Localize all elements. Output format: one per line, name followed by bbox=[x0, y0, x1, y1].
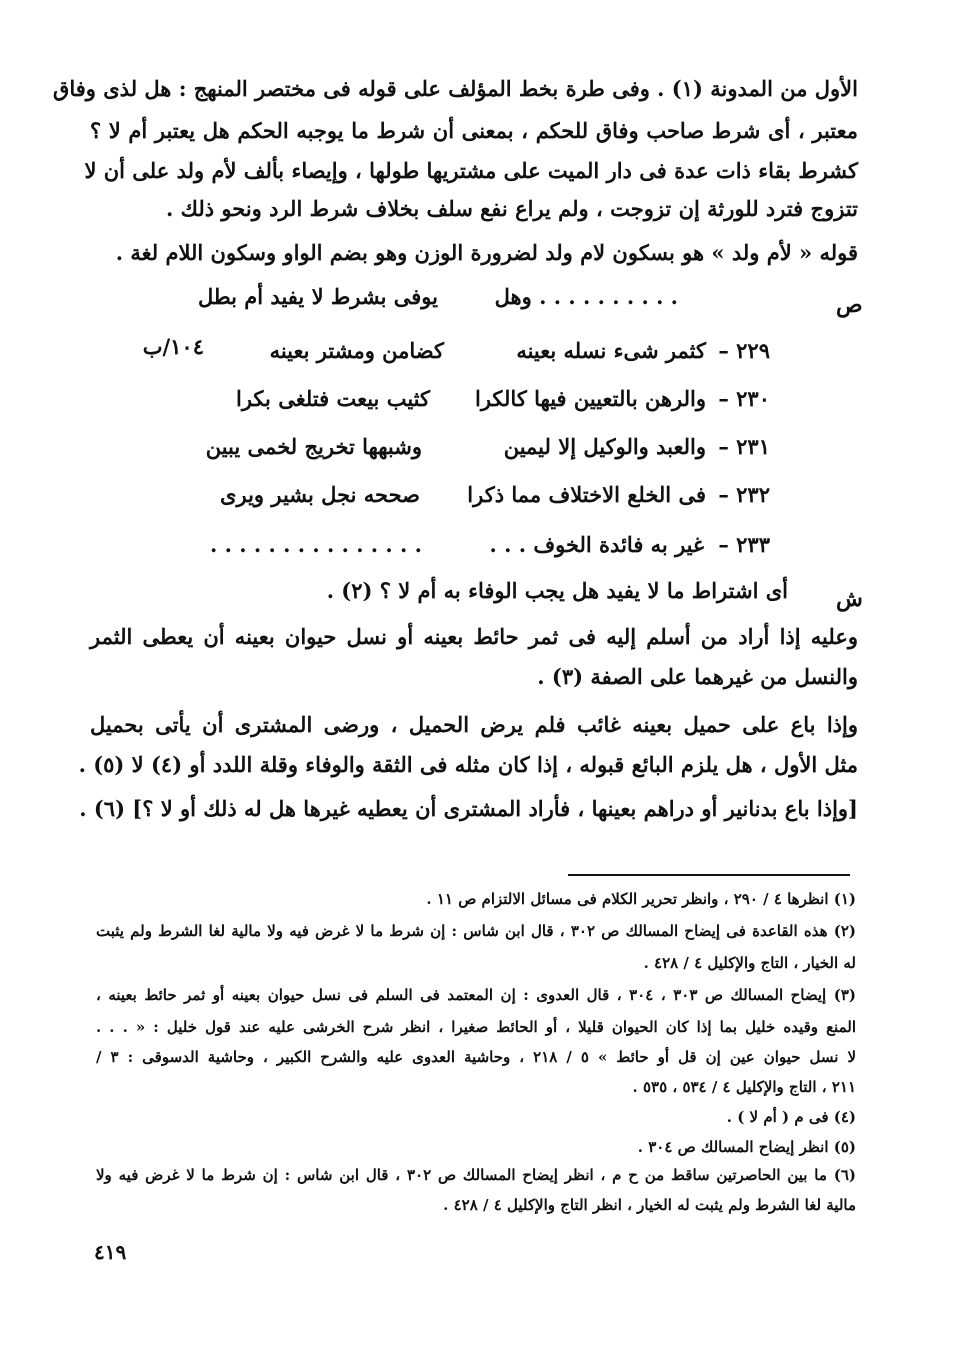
verse-number: ٢٣١ – bbox=[718, 434, 770, 459]
sharh-line3: والنسل من غيرهما على الصفة (٣) . bbox=[537, 664, 858, 689]
verse-first-hemistich: غير به فائدة الخوف . . . bbox=[489, 532, 704, 557]
verse-second-hemistich: . . . . . . . . . . . . . . . bbox=[209, 532, 422, 557]
footnote-separator bbox=[568, 874, 850, 876]
footnote-continuation: المنع وقيده خليل بما إذا كان الحيوان قليلا ، أو الحائط صغيرا ، انظر شرح الخرشى عليه عند قول خليل : « . . . bbox=[96, 1018, 856, 1036]
footnote: (١) انظرها ٤ / ٢٩٠ ، وانظر تحرير الكلام فى مسائل الالتزام ص ١١ . bbox=[426, 890, 856, 908]
sharh-marker: ش bbox=[836, 586, 863, 612]
footnote-continuation: ٢١١ ، التاج والإكليل ٤ / ٥٣٤ ، ٥٣٥ . bbox=[632, 1078, 856, 1096]
para1-line4: تتزوج فترد للورثة إن تزوجت ، ولم يراع نفع سلف بخلاف شرط الرد ونحو ذلك . bbox=[166, 196, 858, 221]
verse-second-hemistich: يوفى بشرط لا يفيد أم بطل bbox=[198, 284, 438, 309]
para2-line: قوله « لأم ولد » هو بسكون لام ولد لضرورة الوزن وهو بضم الواو وسكون اللام لغة . bbox=[115, 240, 858, 265]
sharh-line6: [وإذا باع بدنانير أو دراهم بعينها ، فأراد المشترى أن يعطيه غيرها هل له ذلك أو لا ؟] (٦) . bbox=[79, 796, 858, 821]
sharh-line1: أى اشتراط ما لا يفيد هل يجب الوفاء به أم لا ؟ (٢) . bbox=[326, 578, 788, 603]
verse-number: ٢٢٩ – bbox=[718, 338, 770, 363]
verse-second-hemistich: وشبهها تخريج لخمى يبين bbox=[205, 434, 422, 459]
manuscript-page-ref: ١٠٤/ب bbox=[142, 334, 204, 359]
sharh-line2: وعليه إذا أراد من أسلم إليه فى ثمر حائط بعينه أو نسل حيوان بعينه أن يعطى الثمر bbox=[90, 624, 858, 649]
verse-first-hemistich: فى الخلع الاختلاف مما ذكرا bbox=[467, 482, 706, 507]
footnote: (٤) فى م ( أم لا ) . bbox=[726, 1108, 856, 1126]
verse-first-hemistich: والعبد والوكيل إلا ليمين bbox=[503, 434, 706, 459]
footnote-continuation: لا نسل حيوان عين إن قل أو حائط » ٥ / ٢١٨ ، وحاشية العدوى عليه والشرح الكبير ، وحاشية الدسوقى : ٣ / bbox=[96, 1048, 857, 1066]
para1-line3: كشرط بقاء ذات عدة فى دار الميت على مشتريها طولها ، وإيصاء بألف لأم ولد على أن لا bbox=[84, 158, 858, 183]
footnote-continuation: له الخيار ، التاج والإكليل ٤ / ٤٢٨ . bbox=[643, 954, 856, 972]
verse-number: ٢٣٢ – bbox=[718, 482, 770, 507]
footnote: (٢) هذه القاعدة فى إيضاح المسالك ص ٣٠٢ ، قال ابن شاس : إن شرط ما لا غرض فيه ولا مالية لغا الشرط ولم يثبت bbox=[96, 922, 857, 940]
para1-line2: معتبر ، أى شرط صاحب وفاق للحكم ، بمعنى أن شرط ما يوجبه الحكم هل يعتبر أم لا ؟ bbox=[90, 118, 858, 143]
verse-number: ٢٣٠ – bbox=[718, 386, 770, 411]
sharh-line5: مثل الأول ، هل يلزم البائع قبوله ، إذا كان مثله فى الثقة والوفاء وقلة اللدد أو (٤) لا (٥) . bbox=[78, 752, 858, 777]
sharh-line4: وإذا باع على حميل بعينه غائب فلم يرض الحميل ، ورضى المشترى أن يأتى بحميل bbox=[90, 712, 858, 737]
verse-second-hemistich: كثيب بيعت فتلغى بكرا bbox=[236, 386, 430, 411]
verse-second-hemistich: صححه نجل بشير ويرى bbox=[220, 482, 420, 507]
verse-number: ٢٣٣ – bbox=[718, 532, 770, 557]
verse-first-hemistich: . . . . . . . . . . وهل bbox=[494, 284, 678, 309]
verse-first-hemistich: كثمر شىء نسله بعينه bbox=[516, 338, 706, 363]
footnote: (٥) انظر إيضاح المسالك ص ٣٠٤ . bbox=[637, 1138, 856, 1156]
footnote: (٦) ما بين الحاصرتين ساقط من ح م ، انظر إيضاح المسالك ص ٣٠٢ ، قال ابن شاس : إن شرط ما لا غرض فيه ولا bbox=[96, 1166, 856, 1184]
para1-line1: الأول من المدونة (١) . وفى طرة بخط المؤلف على قوله فى مختصر المنهج : هل لذى وفاق bbox=[53, 76, 858, 101]
verse-second-hemistich: كضامن ومشتر بعينه bbox=[269, 338, 444, 363]
footnote-continuation: مالية لغا الشرط ولم يثبت له الخيار ، انظر التاج والإكليل ٤ / ٤٢٨ . bbox=[443, 1196, 856, 1214]
verse-first-hemistich: والرهن بالتعيين فيها كالكرا bbox=[475, 386, 706, 411]
matn-marker: ص bbox=[836, 292, 863, 318]
footnote: (٣) إيضاح المسالك ص ٣٠٣ ، ٣٠٤ ، قال العدوى : إن المعتمد فى السلم فى نسل حيوان بعينه أو ثمر حائط بعينه ، bbox=[96, 986, 857, 1004]
page-number: ٤١٩ bbox=[94, 1240, 127, 1264]
